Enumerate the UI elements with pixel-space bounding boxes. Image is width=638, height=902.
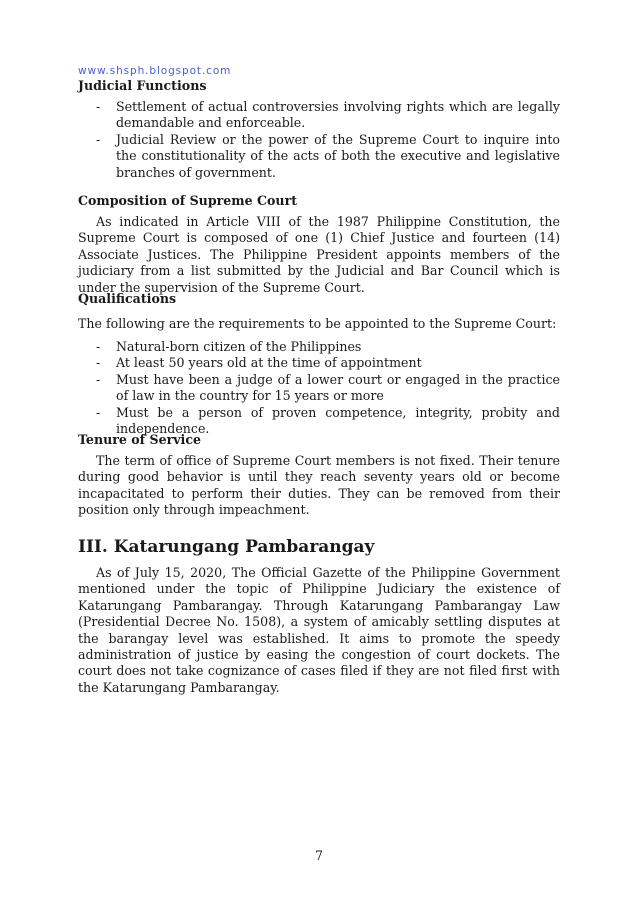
tenure-paragraph: The term of office of Supreme Court members is not fixed. Their tenure during good behavior is until they reach seventy years old or become incapacitated to perform their duties. They can be removed from their position only through impeachment. (78, 453, 560, 518)
dash-bullet: - (96, 131, 101, 147)
dash-bullet: - (96, 99, 101, 114)
dash-bullet: - (96, 339, 101, 354)
list-item-text: Natural-born citizen of the Philippines (116, 339, 362, 354)
list-item (78, 372, 560, 405)
judicial-functions-list (78, 99, 560, 181)
heading-tenure: Tenure of Service (78, 432, 202, 447)
dash-bullet: - (96, 355, 101, 371)
list-item-text: At least 50 years old at the time of appointment (116, 355, 422, 371)
list-item-text: Judicial Review or the power of the Supreme Court to inquire into the constitutionality of the acts of both the executive and legislative branches of government. (116, 131, 560, 180)
heading-judicial-functions: Judicial Functions (78, 78, 207, 93)
katarungang-paragraph: As of July 15, 2020, The Official Gazette of the Philippine Government mentioned under the topic of Philippine Judiciary the existence of Katarungang Pambarangay. Through Katarungang Pambarangay Law (Presidential Decree No. 1508), a system of amicably settling disputes at the barangay level was established. It aims to promote the speedy administration of justice by easing the congestion of court dockets. The court does not take cognizance of cases filed if they are not filed first with the Katarungang Pambarangay. (78, 565, 560, 695)
heading-composition: Composition of Supreme Court (78, 193, 298, 208)
dash-bullet: - (96, 404, 101, 420)
qualifications-list (78, 339, 560, 437)
qualifications-intro: The following are the requirements to be appointed to the Supreme Court: (78, 316, 557, 331)
heading-qualifications: Qualifications (78, 291, 177, 306)
page-number: 7 (314, 848, 323, 863)
list-item (78, 339, 560, 355)
list-item (78, 355, 560, 371)
dash-bullet: - (96, 371, 101, 387)
list-item-text: Settlement of actual controversies involving rights which are legally demandable and enforceable. (116, 99, 560, 131)
composition-paragraph: As indicated in Article VIII of the 1987 Philippine Constitution, the Supreme Court is composed of one (1) Chief Justice and fourteen (14) Associate Justices. The Philippine President appoints members of the judiciary from a list submitted by the Judicial and Bar Council which is under the supervision of the Supreme Court. (78, 214, 560, 295)
list-item-text: Must have been a judge of a lower court or engaged in the practice of law in the country for 15 years or more (116, 371, 560, 404)
watermark-url: www.shsph.blogspot.com (78, 65, 232, 77)
section-title-katarungang: III. Katarungang Pambarangay (78, 537, 375, 557)
list-item (78, 132, 560, 181)
list-item (78, 99, 560, 132)
list-item-text: Must be a person of proven competence, integrity, probity and independence. (116, 404, 560, 437)
